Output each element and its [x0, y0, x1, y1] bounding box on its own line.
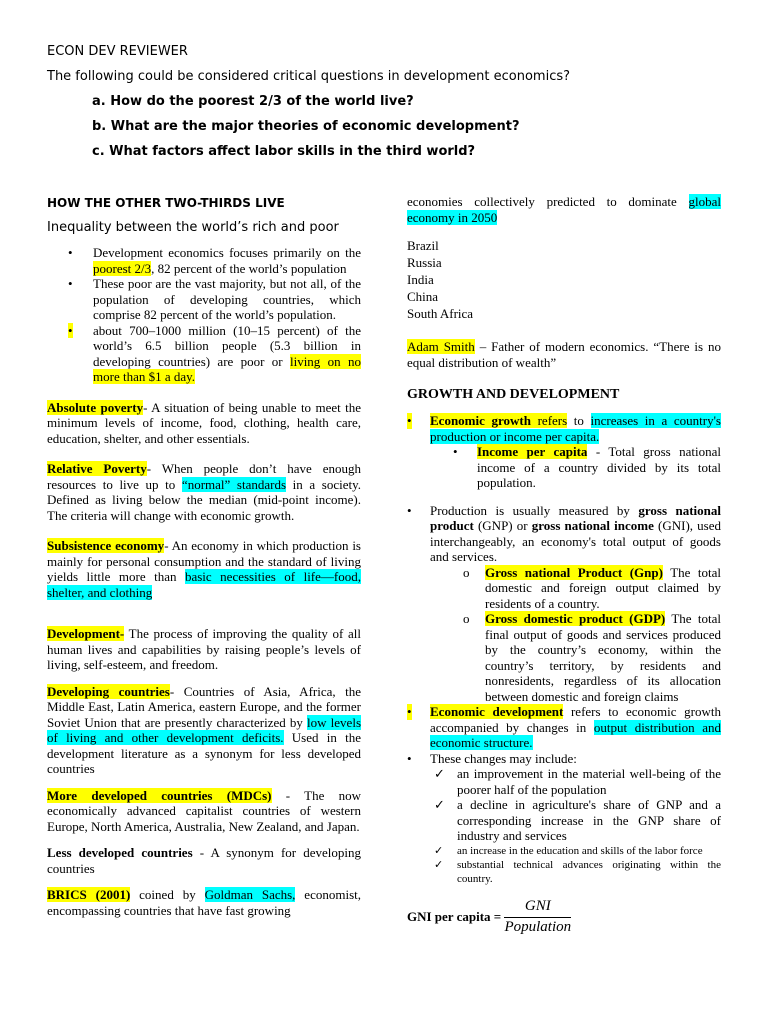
- bullet-icon: •: [68, 322, 73, 338]
- list-item: • Economic development refers to economic growth accompanied by changes in output distribution and economic structure.: [407, 704, 721, 750]
- list-item: Brazil: [407, 238, 439, 253]
- list-item: ✓ a decline in agriculture's share of GNP and a corresponding increase in the GNP share of industry and services: [434, 797, 721, 843]
- brics-continuation: economies collectively predicted to dominate global economy in 2050: [407, 194, 721, 225]
- term-adam-smith: Adam Smith: [407, 339, 475, 354]
- term-absolute-poverty: Absolute poverty: [47, 399, 144, 415]
- term-gdp: Gross domestic product (GDP): [485, 611, 666, 626]
- checkmark-icon: ✓: [434, 797, 445, 812]
- term-developing-countries: Developing countries: [47, 683, 170, 699]
- term-income-per-capita: Income per capita: [477, 444, 588, 459]
- highlight-poorest: poorest 2/3: [93, 260, 152, 276]
- gnp-gdp-list: [407, 565, 721, 705]
- list-item: • Economic growth refers to increases in a country's production or income per capita.: [407, 413, 721, 444]
- list-item: o Gross national Product (Gnp) The total domestic and foreign output claimed by residents of a country.: [463, 564, 721, 611]
- changes-checklist: [407, 766, 721, 886]
- relative-poverty-definition: Relative Poverty- When people don’t have enough resources to live up to “normal” standards in a society. Defined as living below the median (mid-point income). The criteria will change with economic growth.: [47, 461, 361, 523]
- brics-country-list: [407, 237, 721, 322]
- adam-smith-note: Adam Smith – Father of modern economics. “There is no equal distribution of wealth”: [407, 339, 721, 370]
- subsistence-economy-definition: Subsistence economy- An economy in which production is mainly for personal consumption and the standard of living yields little more than basic necessities of life—food, shelter, and clothing: [47, 538, 361, 600]
- question-c: c. What factors affect labor skills in the third world?: [92, 144, 476, 159]
- income-per-capita-list: [407, 444, 721, 491]
- list-item: • These poor are the vast majority, but not all, of the population of developing countries, which comprise 82 percent of the world’s population.: [68, 276, 361, 322]
- bullet-icon: •: [407, 704, 412, 719]
- right-column: [407, 194, 721, 936]
- ldc-definition: Less developed countries - A synonym for developing countries: [47, 845, 361, 876]
- list-item: South Africa: [407, 306, 474, 321]
- document-title: ECON DEV REVIEWER: [47, 44, 188, 59]
- bullet-icon: •: [407, 750, 412, 766]
- checkmark-icon: ✓: [434, 858, 444, 871]
- list-item: • Income per capita - Total gross national income of a country divided by its total population.: [453, 444, 721, 490]
- formula-fraction: [504, 898, 571, 936]
- brics-definition: BRICS (2001) coined by Goldman Sachs, economist, encompassing countries that have fast growing: [47, 887, 361, 918]
- term-mdcs: More developed countries (MDCs): [47, 787, 272, 803]
- production-bullet-list: [407, 503, 721, 565]
- absolute-poverty-definition: Absolute poverty- A situation of being unable to meet the minimum levels of income, food, clothing, health care, education, shelter, and other essentials.: [47, 399, 361, 446]
- intro-question: The following could be considered critical questions in development economics?: [47, 69, 571, 84]
- developing-countries-definition: Developing countries- Countries of Asia, Africa, the Middle East, Latin America, eastern Europe, and the former Soviet Union that are presently characterized by low levels of living and other development deficits. Used in the development literature as a synonym for less developed countries: [47, 683, 361, 776]
- development-definition: Development- The process of improving the quality of all human lives and capabilities by raising people’s levels of living, self-esteem, and freedom.: [47, 626, 361, 672]
- bullet-icon: •: [407, 413, 412, 428]
- checkmark-icon: ✓: [434, 844, 444, 857]
- checkmark-icon: ✓: [434, 766, 445, 781]
- gni-per-capita-formula: [407, 898, 721, 936]
- term-ldc: Less developed countries: [47, 845, 193, 860]
- left-column: [47, 192, 361, 918]
- bullet-icon: •: [68, 276, 73, 291]
- list-item: • Production is usually measured by gross national product (GNP) or gross national income (GNI), used interchangeably, an economy's total output of goods and services.: [407, 502, 722, 564]
- section-heading-two-thirds: HOW THE OTHER TWO-THIRDS LIVE: [47, 196, 285, 210]
- list-item: o Gross domestic product (GDP) The total final output of goods and services produced by the country’s economy, within the country’s territory, by residents and nonresidents, regardless of its allocation between domestic and foreign claims: [463, 611, 721, 704]
- economic-development-list: [407, 704, 721, 766]
- list-item: • about 700–1000 million (10–15 percent) of the world’s 6.5 billion people (5.3 billion in developing countries) are poor or living on no more than $1 a day.: [68, 322, 361, 384]
- formula-label: GNI per capita =: [407, 908, 502, 924]
- term-economic-growth: Economic growth: [430, 413, 531, 428]
- term-economic-development: Economic development: [430, 704, 564, 719]
- document-header: [47, 43, 737, 168]
- list-item: China: [407, 289, 439, 304]
- term-gnp: Gross national Product (Gnp): [485, 564, 663, 580]
- growth-bullet-list: [407, 413, 721, 444]
- term-subsistence-economy: Subsistence economy: [47, 538, 165, 553]
- bullet-icon: •: [453, 444, 458, 459]
- term-brics: BRICS (2001): [47, 887, 131, 902]
- list-item: ✓ an increase in the education and skills of the labor force: [434, 844, 703, 857]
- list-item: ✓ an improvement in the material well-being of the poorer half of the population: [434, 766, 721, 797]
- mdc-definition: More developed countries (MDCs) - The now economically advanced capitalist countries of western Europe, North America, Australia, New Zealand, and Japan.: [47, 787, 361, 834]
- formula-denominator: Population: [504, 918, 572, 935]
- question-b: b. What are the major theories of economic development?: [92, 119, 520, 134]
- bullet-icon: •: [407, 502, 412, 518]
- poverty-bullet-list: [47, 245, 361, 385]
- list-item: India: [407, 272, 434, 287]
- term-development: Development-: [47, 626, 125, 641]
- list-item: • These changes may include:: [407, 750, 577, 766]
- term-relative-poverty: Relative Poverty: [47, 461, 147, 476]
- formula-numerator: GNI: [504, 898, 571, 918]
- section-heading-growth: GROWTH AND DEVELOPMENT: [407, 387, 620, 402]
- inequality-subheading: Inequality between the world’s rich and poor: [47, 220, 339, 235]
- circle-bullet-icon: o: [463, 564, 470, 580]
- list-item: • Development economics focuses primarily on the poorest 2/3, 82 percent of the world’s population: [68, 245, 361, 276]
- list-item: ✓ substantial technical advances originating within the country.: [434, 858, 721, 885]
- highlight-one-dollar: living on no more than $1 a day.: [93, 353, 361, 384]
- question-a: a. How do the poorest 2/3 of the world live?: [92, 94, 414, 109]
- circle-bullet-icon: o: [463, 611, 470, 626]
- bullet-icon: •: [68, 245, 73, 260]
- list-item: Russia: [407, 255, 442, 270]
